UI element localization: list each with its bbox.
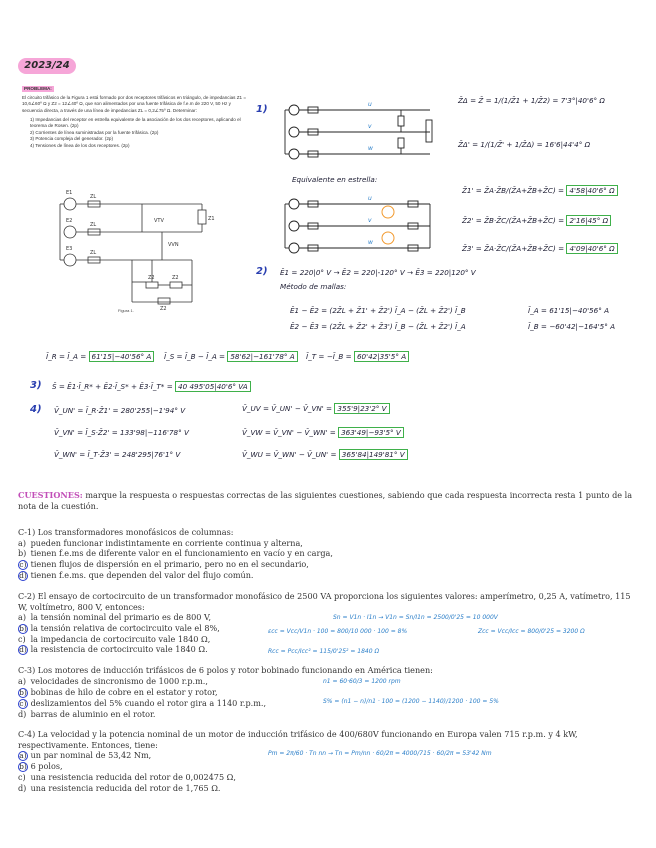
c3-work-1: n1 = 60·60/3 = 1200 rpm — [323, 678, 401, 686]
svg-text:Z2: Z2 — [172, 275, 179, 281]
svg-text:E3: E3 — [66, 246, 73, 252]
question-title: C-3) Los motores de inducción trifásicos de 6 polos y rotor bobinado funcionando en América tienen: — [18, 665, 433, 676]
z1-result-box: 4'58|40'6° Ω — [566, 185, 617, 196]
option-a: a) la tensión nominal del primario es de 800 V, — [18, 612, 212, 623]
option-c: c) una resistencia reducida del rotor de 0,002475 Ω, — [18, 772, 236, 783]
c2-work-2: εcc = Vcc/V1n · 100 = 800/10 000 · 100 = 8% — [268, 627, 408, 635]
problem-item: 3) Potencia compleja del generador. (2p) — [30, 136, 113, 142]
circled-answer: c) — [19, 559, 27, 569]
option-c: c) deslizamientos del 5% cuando el rotor gira a 1140 r.p.m., — [19, 697, 267, 708]
svg-text:w: w — [368, 145, 373, 152]
phase-voltage-u: V̄_UN' = Ī_R·Z̄1' = 280'255|−1'94° V — [54, 406, 186, 415]
svg-text:u: u — [368, 195, 372, 202]
z1-formula: Z̄1' = Z̄A·Z̄B/(Z̄A+Z̄B+Z̄C) = 4'58|40'6° Ω — [462, 186, 618, 195]
z2-formula: Z̄2' = Z̄B·Z̄C/(Z̄A+Z̄B+Z̄C) = 2'16|45° Ω — [462, 216, 611, 225]
mesh-result-1: Ī_A = 61'15|−40'56° A — [528, 306, 609, 315]
circled-answer: b) — [19, 687, 27, 697]
question-title: C-1) Los transformadores monofásicos de columnas: — [18, 527, 234, 538]
phase-voltage-w: V̄_WN' = Ī_T·Z̄3' = 248'295|76'1° V — [54, 450, 181, 459]
star-equivalent-title: Equivalente en estrella: — [292, 175, 378, 184]
problem-item: 4) Tensiones de línea de los dos receptores. (2p) — [30, 143, 130, 149]
svg-text:u: u — [368, 101, 372, 108]
svg-text:VVN: VVN — [168, 242, 179, 248]
handwritten-star-circuit — [280, 190, 450, 262]
svg-text:w: w — [368, 239, 373, 246]
question-c1 — [18, 527, 638, 581]
option-d: d) la resistencia de cortocircuito vale 1840 Ω. — [19, 644, 208, 655]
handwritten-delta-circuit — [280, 90, 450, 168]
line-current-r: Ī_R = Ī_A = 61'15|−40'56° A — [46, 352, 154, 361]
option-b: b) bobinas de hilo de cobre en el estator y rotor, — [19, 686, 218, 697]
line-voltage-wu: V̄_WU = V̄_WN' − V̄_UN' = 365'84|149'81° V — [242, 450, 408, 459]
problem-label: PROBLEMA: — [24, 86, 52, 91]
circuit-figure-1 — [52, 182, 222, 314]
problem-item: 2) Corrientes de línea suministradas por la fuente trifásica. (2p) — [30, 129, 159, 135]
question-title: C-4) La velocidad y la potencia nominal de un motor de inducción trifásico de 400/680V funcionando en Europa valen 715 r.p.m. y 4 kW, respectivamente. Entonces, tiene: — [18, 729, 578, 750]
step-2-number: 2) — [256, 266, 268, 277]
z3-formula: Z̄3' = Z̄A·Z̄C/(Z̄A+Z̄B+Z̄C) = 4'09|40'6° Ω — [462, 244, 618, 253]
step-1-number: 1) — [256, 104, 268, 115]
step-4-number: 4) — [30, 404, 42, 415]
svg-text:VTV: VTV — [154, 218, 164, 224]
step-3-number: 3) — [30, 380, 42, 391]
problem-list — [22, 117, 252, 150]
line-current-t-box: 60'42|35'5° A — [354, 351, 409, 362]
c2-work-4: Rcc = Pcc/Icc² = 115/0'25² = 1840 Ω — [268, 647, 380, 655]
problem-item: 1) Impedancias del receptor en estrella equivalente de la asociación de los dos receptores, aplicando el teorema de Rosen. (2p) — [30, 116, 241, 129]
question-c4 — [18, 729, 638, 793]
z3-result-box: 4'09|40'6° Ω — [566, 243, 617, 254]
circled-answer: d) — [19, 570, 27, 580]
questions-label: CUESTIONES: — [18, 490, 83, 500]
z-delta-b: Z̄Δ' = 1/(1/Z̄' + 1/Z̄Δ) = 16'6|44'4° Ω — [458, 140, 591, 149]
figure-caption: Figura 1. — [118, 308, 134, 313]
problem-text: El circuito trifásico de la Figura 1 está formado por dos receptores trifásicos en triángulo, de impedancias Z1 = 10,6∠60º Ω y Z2 = 12∠40º Ω, que son alimentados por una fuente trifásica de f.e.m de 220 V, 50 Hz y secuencia directa, a través de una línea de impedancias ZL = 0,2∠75º Ω. Determinar: — [22, 95, 247, 113]
svg-text:ZL: ZL — [90, 194, 97, 200]
option-d: d) una resistencia reducida del rotor de 1,765 Ω. — [18, 782, 221, 793]
svg-text:Z2: Z2 — [160, 306, 167, 312]
emf-line: Ē1 = 220|0° V → Ē2 = 220|-120° V → Ē3 = 220|120° V — [280, 268, 476, 277]
questions-section — [18, 490, 638, 804]
svg-text:v: v — [368, 217, 372, 224]
mesh-method-title: Método de mallas: — [280, 282, 347, 291]
line-current-r-box: 61'15|−40'56° A — [89, 351, 155, 362]
line-voltage-uv: V̄_UV = V̄_UN' − V̄_VN' = 355'9|23'2° V — [242, 404, 390, 413]
phase-voltage-v: V̄_VN' = Ī_S·Z̄2' = 133'98|−116'78° V — [54, 428, 189, 437]
mesh-equation-1: Ē1 − Ē2 = (2Z̄L + Z̄1' + Z̄2') Ī_A − (Z̄L + Z̄2') Ī_B — [290, 306, 466, 315]
line-voltage-uv-box: 355'9|23'2° V — [334, 403, 389, 414]
c4-work-1: Pm = 2π/60 · Tn nn → Tn = Pm/nn · 60/2π = 4000/715 · 60/2π = 53'42 Nm — [268, 750, 492, 758]
option-b: b) la tensión relativa de cortocircuito vale el 8%, — [19, 622, 220, 633]
option-d: d) barras de aluminio en el rotor. — [18, 708, 156, 719]
complex-power-box: 40 495'05|40'6° VA — [175, 381, 251, 392]
year-tag: 2023/24 — [18, 58, 76, 74]
circled-answer: c) — [19, 698, 27, 708]
option-a: a) pueden funcionar indistintamente en corriente continua y alterna, — [18, 537, 303, 548]
z2-result-box: 2'16|45° Ω — [566, 215, 611, 226]
circled-answer: d) — [19, 645, 27, 655]
option-c: c) tienen flujos de dispersión en el primario, pero no en el secundario, — [19, 558, 309, 569]
line-voltage-vw-box: 363'49|−93'5° V — [338, 427, 404, 438]
svg-text:E2: E2 — [66, 218, 73, 224]
question-c3 — [18, 665, 638, 719]
svg-text:E1: E1 — [66, 190, 73, 196]
svg-text:Z2: Z2 — [148, 275, 155, 281]
question-title: C-2) El ensayo de cortocircuito de un transformador monofásico de 2500 VA proporciona los siguientes valores: amperímetro, 0,25 A, vatímetro, 115 W, voltímetro, 800 V, entonces: — [18, 590, 631, 612]
line-voltage-wu-box: 365'84|149'81° V — [339, 449, 408, 460]
circled-answer: b) — [19, 623, 27, 633]
line-current-s-box: 58'62|−161'78° A — [227, 351, 297, 362]
svg-text:ZL: ZL — [90, 250, 97, 256]
line-current-t: Ī_T = −Ī_B = 60'42|35'5° A — [306, 352, 409, 361]
circled-answer: b) — [19, 762, 27, 772]
mesh-result-2: Ī_B = −60'42|−164'5° A — [528, 322, 616, 331]
svg-text:v: v — [368, 123, 372, 130]
circled-answer: a) — [19, 751, 27, 761]
line-voltage-vw: V̄_VW = V̄_VN' − V̄_WN' = 363'49|−93'5° V — [242, 428, 404, 437]
svg-text:Z1: Z1 — [208, 216, 215, 222]
problem-statement — [22, 86, 252, 150]
complex-power: S̄ = Ē1·Ī_R* + Ē2·Ī_S* + Ē3·Ī_T* = 40 495'05|40'6° VA — [52, 382, 251, 391]
option-b: b) tienen f.e.ms de diferente valor en el funcionamiento en vacío y en carga, — [18, 548, 333, 559]
c2-work-3: Zcc = Vcc/Icc = 800/0'25 = 3200 Ω — [478, 627, 585, 635]
option-b: b) 6 polos, — [19, 761, 63, 772]
option-a: a) un par nominal de 53,42 Nm, — [19, 750, 152, 761]
svg-text:ZL: ZL — [90, 222, 97, 228]
c2-work-1: Sn = V1n · I1n → V1n = Sn/I1n = 2500/0'25 = 10 000V — [333, 613, 498, 621]
mesh-equation-2: Ē2 − Ē3 = (2Z̄L + Z̄2' + Z̄3') Ī_B − (Z̄L + Z̄2') Ī_A — [290, 322, 466, 331]
question-c2 — [18, 591, 638, 655]
option-a: a) velocidades de sincronismo de 1000 r.p.m., — [18, 675, 208, 686]
z-delta-a: Z̄Δ = Z̄ = 1/(1/Z̄1 + 1/Z̄2) = 7'3°|40'6° Ω — [458, 96, 605, 105]
line-current-s: Ī_S = Ī_B − Ī_A = 58'62|−161'78° A — [164, 352, 298, 361]
option-c: c) la impedancia de cortocircuito vale 1840 Ω, — [18, 633, 211, 644]
option-d: d) tienen f.e.ms. que dependen del valor del flujo común. — [19, 569, 254, 580]
c3-work-2: S% = (n1 − n)/n1 · 100 = (1200 − 1140)/1200 · 100 = 5% — [323, 698, 499, 706]
questions-intro: CUESTIONES: marque la respuesta o respuestas correctas de las siguientes cuestiones, sabiendo que cada respuesta incorrecta resta 1 punto de la nota de la cuestión. — [18, 490, 633, 511]
